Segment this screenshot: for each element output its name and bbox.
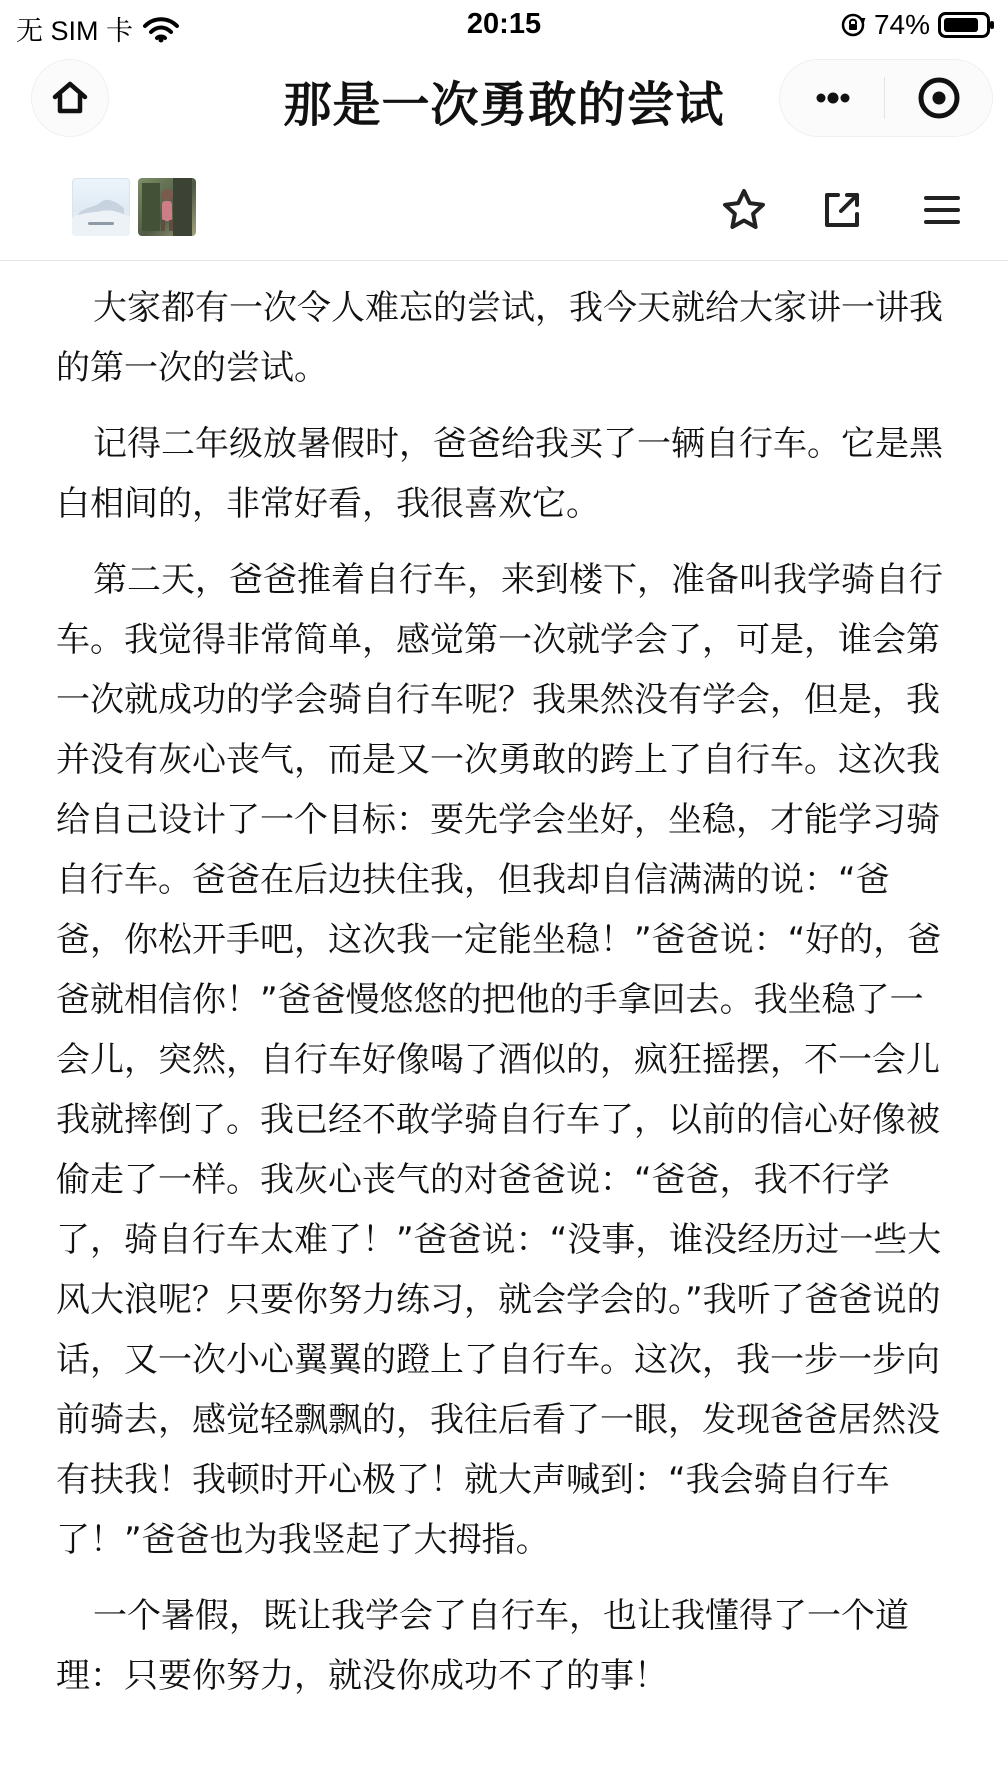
article-paragraph-3: 第二天，爸爸推着自行车，来到楼下，准备叫我学骑自行车。我觉得非常简单，感觉第一次就学会了，可是，谁会第一次就成功的学会骑自行车呢？我果然没有学会，但是，我并没有灰心丧气，而是又一次勇敢的跨上了自行车。这次我给自己设计了一个目标：要先学会坐好，坐稳，才能学习骑自行车。爸爸在后边扶住我，但我却自信满满的说：“爸爸，你松开手吧，这次我一定能坐稳！”爸爸说：“好的，爸爸就相信你！”爸爸慢悠悠的把他的手拿回去。我坐稳了一会儿，突然，自行车好像喝了酒似的，疯狂摇摆，不一会儿我就摔倒了。我已经不敢学骑自行车了，以前的信心好像被偷走了一样。我灰心丧气的对爸爸说：“爸爸，我不行学了，骑自行车太难了！”爸爸说：“没事，谁没经历过一些大风大浪呢？只要你努力练习，就会学会的。”我听了爸爸说的话，又一次小心翼翼的蹬上了自行车。这次，我一步一步向前骑去，感觉轻飘飘的，我往后看了一眼，发现爸爸居然没有扶我！我顿时开心极了！就大声喊到：“我会骑自行车了！”爸爸也为我竖起了大拇指。 [56, 560, 943, 1560]
favorite-button[interactable] [716, 182, 772, 238]
close-button[interactable] [886, 60, 992, 136]
more-button[interactable] [780, 60, 886, 136]
status-time: 20:15 [466, 8, 542, 40]
article-paragraph-2: 记得二年级放暑假时，爸爸给我买了一辆自行车。它是黑白相间的，非常好看，我很喜欢它。 [56, 424, 943, 524]
article-body [56, 278, 946, 1706]
home-icon [49, 77, 91, 119]
carrier-text: 无 SIM 卡 [16, 16, 134, 46]
battery-text: 74% [873, 9, 930, 40]
rotation-lock-icon [840, 12, 866, 38]
battery-icon [938, 10, 996, 40]
more-icon [809, 74, 857, 122]
status-right [840, 9, 996, 41]
article-paragraph-4: 一个暑假，既让我学会了自行车，也让我懂得了一个道理：只要你努力，就没你成功不了的事！ [56, 1596, 909, 1696]
target-icon [915, 74, 963, 122]
menu-icon [917, 185, 967, 235]
capsule-divider [884, 77, 885, 119]
menu-button[interactable] [914, 182, 970, 238]
share-button[interactable] [814, 182, 870, 238]
article-thumbnail-photo[interactable] [138, 178, 196, 236]
share-icon [817, 185, 867, 235]
status-bar [0, 0, 1008, 54]
top-navigation-bar [0, 54, 1008, 148]
star-icon [719, 185, 769, 235]
page-title: 那是一次勇敢的尝试 [283, 77, 725, 133]
article-thumbnail-scenery[interactable] [72, 178, 130, 236]
article-toolbar [0, 156, 1008, 261]
article-paragraph-1: 大家都有一次令人难忘的尝试，我今天就给大家讲一讲我的第一次的尝试。 [56, 288, 943, 388]
home-button[interactable] [32, 60, 108, 136]
mini-program-capsule [780, 60, 992, 136]
